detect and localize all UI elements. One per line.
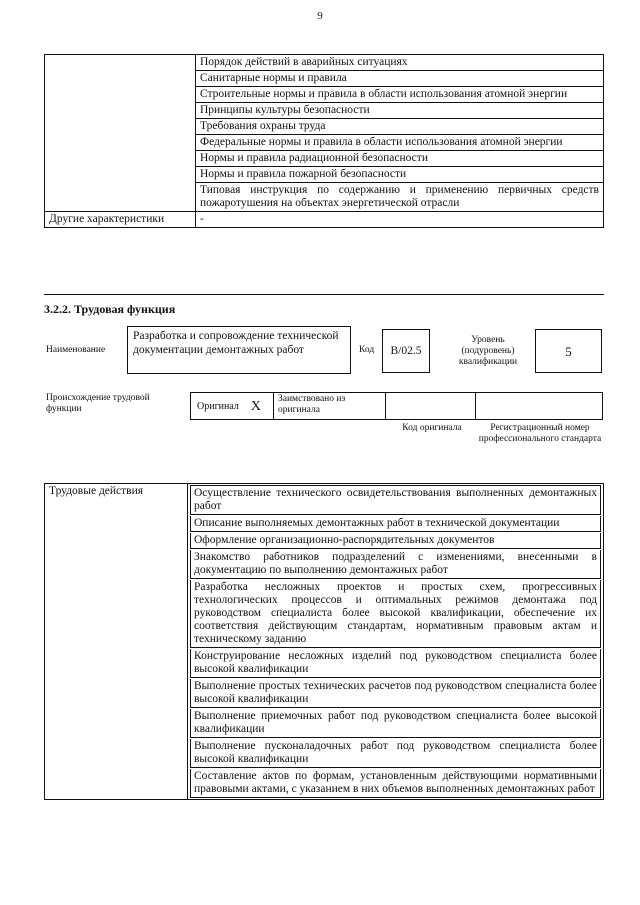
labor-action-item: Выполнение пусконаладочных работ под руководством специалиста более высокой квалификации	[190, 739, 601, 768]
original-box	[190, 392, 274, 420]
labor-action-item: Разработка несложных проектов и простых схем, прогрессивных технологических процессов и оптимальных режимов демонтажа под руководством специалиста более высокой квалификации, обеспечение их соответствия действующим стандартам, нормативным правовым актам и техническому заданию	[190, 580, 601, 648]
origin-label: Происхождение трудовой функции	[46, 393, 150, 414]
other-characteristics-label: Другие характеристики	[45, 212, 196, 228]
level-value: 5	[565, 343, 572, 359]
labor-action-item: Оформление организационно-распорядительных документов	[190, 533, 601, 549]
knowledge-item: Принципы культуры безопасности	[196, 103, 604, 119]
labor-action-item: Описание выполняемых демонтажных работ в технической документации	[190, 516, 601, 532]
knowledge-item: Типовая инструкция по содержанию и применению первичных средств пожаротушения на объектах энергетической отрасли	[196, 183, 604, 212]
reg-number-caption: Регистрационный номер профессионального стандарта	[478, 423, 602, 444]
knowledge-item: Требования охраны труда	[196, 119, 604, 135]
level-label: Уровень (подуровень) квалификации	[458, 335, 518, 367]
labor-action-item: Выполнение приемочных работ под руководством специалиста более высокой квалификации	[190, 709, 601, 738]
knowledge-item: Нормы и правила радиационной безопасности	[196, 151, 604, 167]
labor-action-item: Составление актов по формам, установленным действующими нормативными правовыми актами, с указанием в них объемов выполненных демонтажных работ	[190, 769, 601, 798]
original-mark: X	[250, 398, 262, 414]
function-name-box: Разработка и сопровождение технической документации демонтажных работ	[127, 326, 351, 374]
knowledge-item: Федеральные нормы и правила в области использования атомной энергии	[196, 135, 604, 151]
labor-action-item: Осуществление технического освидетельствования выполненных демонтажных работ	[190, 485, 601, 515]
code-original-box	[385, 392, 476, 420]
labor-action-item: Выполнение простых технических расчетов под руководством специалиста более высокой квалификации	[190, 679, 601, 708]
knowledge-item: Строительные нормы и правила в области использования атомной энергии	[196, 87, 604, 103]
section-title: 3.2.2. Трудовая функция	[44, 302, 176, 316]
code-label: Код	[359, 345, 375, 355]
page-number: 9	[317, 10, 323, 22]
borrowed-box: Заимствовано из оригинала	[273, 392, 386, 420]
labor-action-item: Знакомство работников подразделений с изменениями, внесенными в документацию по выполнению демонтажных работ	[190, 550, 601, 579]
code-original-caption: Код оригинала	[402, 423, 462, 433]
section-divider	[44, 294, 604, 295]
labor-actions-table	[44, 483, 604, 800]
code-value: B/02.5	[390, 344, 422, 357]
code-box	[382, 329, 430, 373]
other-characteristics-value: -	[196, 212, 604, 228]
knowledge-label-cell	[45, 55, 196, 212]
labor-action-item: Конструирование несложных изделий под руководством специалиста более высокой квалификации	[190, 649, 601, 678]
original-label: Оригинал	[197, 400, 239, 412]
knowledge-table	[44, 54, 604, 228]
name-label: Наименование	[46, 345, 106, 355]
knowledge-item: Порядок действий в аварийных ситуациях	[196, 55, 604, 71]
labor-actions-label: Трудовые действия	[45, 484, 188, 800]
knowledge-item: Нормы и правила пожарной безопасности	[196, 167, 604, 183]
reg-number-box	[475, 392, 603, 420]
knowledge-item: Санитарные нормы и правила	[196, 71, 604, 87]
level-box	[535, 329, 602, 373]
labor-actions-list	[188, 484, 604, 800]
